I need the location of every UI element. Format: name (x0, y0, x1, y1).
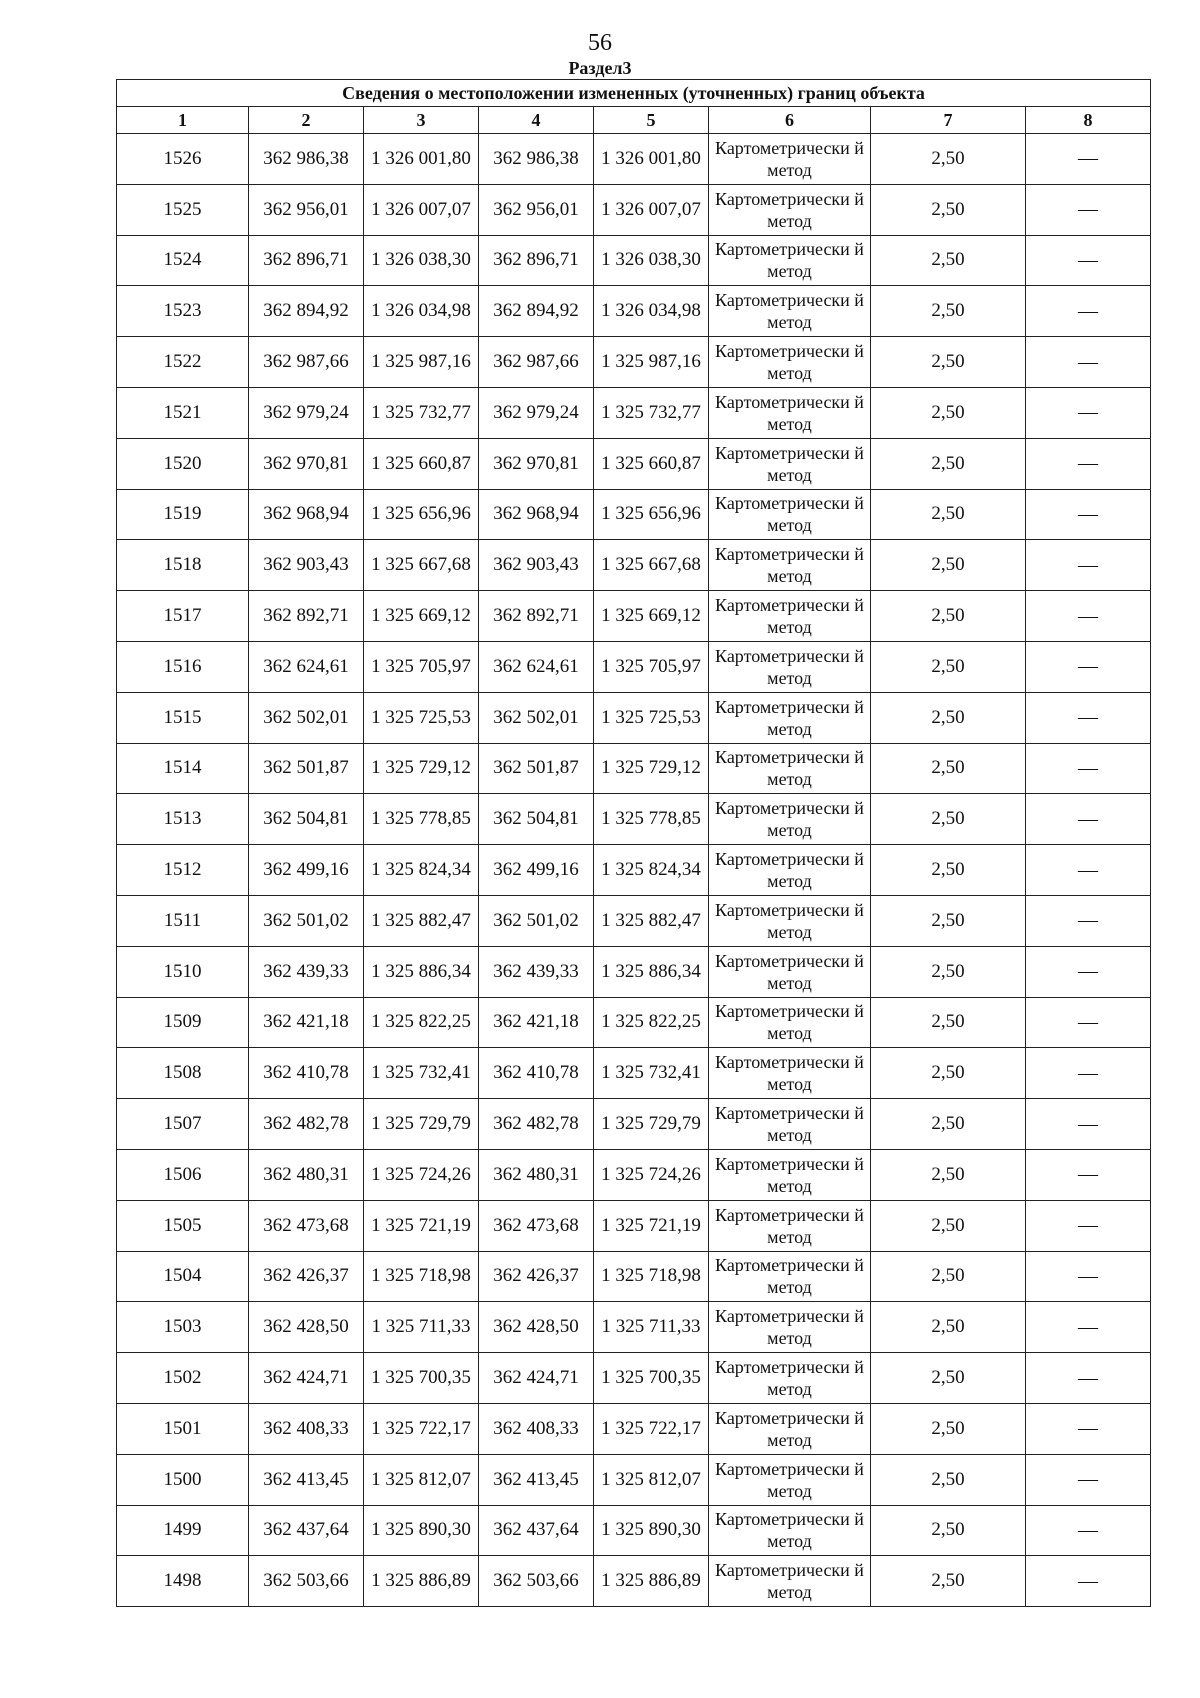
y-coordinate-cell: 1 325 822,25 (364, 997, 479, 1048)
column-number: 7 (871, 107, 1026, 134)
y-new-coordinate-cell: 1 325 824,34 (594, 845, 709, 896)
accuracy-cell: 2,50 (871, 1302, 1026, 1353)
x-new-coordinate-cell: 362 499,16 (479, 845, 594, 896)
point-number-cell: 1523 (117, 286, 249, 337)
note-cell: — (1026, 1149, 1151, 1200)
note-cell: — (1026, 1048, 1151, 1099)
note-cell: — (1026, 1505, 1151, 1556)
y-new-coordinate-cell: 1 325 729,79 (594, 1099, 709, 1150)
y-coordinate-cell: 1 325 886,89 (364, 1556, 479, 1607)
table-body (117, 134, 1151, 1607)
x-new-coordinate-cell: 362 501,87 (479, 743, 594, 794)
accuracy-cell: 2,50 (871, 1556, 1026, 1607)
x-coordinate-cell: 362 970,81 (249, 438, 364, 489)
point-number-cell: 1519 (117, 489, 249, 540)
y-new-coordinate-cell: 1 325 724,26 (594, 1149, 709, 1200)
y-coordinate-cell: 1 325 718,98 (364, 1251, 479, 1302)
accuracy-cell: 2,50 (871, 1048, 1026, 1099)
y-coordinate-cell: 1 325 987,16 (364, 337, 479, 388)
y-new-coordinate-cell: 1 325 778,85 (594, 794, 709, 845)
y-new-coordinate-cell: 1 325 711,33 (594, 1302, 709, 1353)
note-cell: — (1026, 895, 1151, 946)
accuracy-cell: 2,50 (871, 997, 1026, 1048)
method-cell: Картометрически й метод (709, 743, 871, 794)
note-cell: — (1026, 540, 1151, 591)
point-number-cell: 1521 (117, 387, 249, 438)
method-cell: Картометрически й метод (709, 997, 871, 1048)
y-new-coordinate-cell: 1 325 732,77 (594, 387, 709, 438)
method-cell: Картометрически й метод (709, 845, 871, 896)
note-cell: — (1026, 1556, 1151, 1607)
x-coordinate-cell: 362 408,33 (249, 1403, 364, 1454)
column-number: 2 (249, 107, 364, 134)
x-coordinate-cell: 362 410,78 (249, 1048, 364, 1099)
y-new-coordinate-cell: 1 325 812,07 (594, 1454, 709, 1505)
y-new-coordinate-cell: 1 325 732,41 (594, 1048, 709, 1099)
table-row (117, 794, 1151, 845)
point-number-cell: 1511 (117, 895, 249, 946)
y-new-coordinate-cell: 1 326 001,80 (594, 134, 709, 185)
point-number-cell: 1504 (117, 1251, 249, 1302)
x-coordinate-cell: 362 501,87 (249, 743, 364, 794)
note-cell: — (1026, 997, 1151, 1048)
y-new-coordinate-cell: 1 325 882,47 (594, 895, 709, 946)
table-row (117, 845, 1151, 896)
x-new-coordinate-cell: 362 426,37 (479, 1251, 594, 1302)
note-cell: — (1026, 591, 1151, 642)
y-new-coordinate-cell: 1 325 669,12 (594, 591, 709, 642)
x-coordinate-cell: 362 903,43 (249, 540, 364, 591)
note-cell: — (1026, 845, 1151, 896)
x-coordinate-cell: 362 892,71 (249, 591, 364, 642)
x-coordinate-cell: 362 439,33 (249, 946, 364, 997)
y-new-coordinate-cell: 1 325 886,89 (594, 1556, 709, 1607)
method-cell: Картометрически й метод (709, 1251, 871, 1302)
table-row (117, 591, 1151, 642)
y-coordinate-cell: 1 325 732,41 (364, 1048, 479, 1099)
accuracy-cell: 2,50 (871, 286, 1026, 337)
point-number-cell: 1513 (117, 794, 249, 845)
method-cell: Картометрически й метод (709, 235, 871, 286)
accuracy-cell: 2,50 (871, 845, 1026, 896)
method-cell: Картометрически й метод (709, 1149, 871, 1200)
accuracy-cell: 2,50 (871, 540, 1026, 591)
accuracy-cell: 2,50 (871, 387, 1026, 438)
x-new-coordinate-cell: 362 987,66 (479, 337, 594, 388)
x-coordinate-cell: 362 499,16 (249, 845, 364, 896)
x-new-coordinate-cell: 362 970,81 (479, 438, 594, 489)
note-cell: — (1026, 1353, 1151, 1404)
point-number-cell: 1508 (117, 1048, 249, 1099)
table-row (117, 1454, 1151, 1505)
x-coordinate-cell: 362 979,24 (249, 387, 364, 438)
x-new-coordinate-cell: 362 421,18 (479, 997, 594, 1048)
y-new-coordinate-cell: 1 325 700,35 (594, 1353, 709, 1404)
table-row (117, 1353, 1151, 1404)
column-number: 8 (1026, 107, 1151, 134)
accuracy-cell: 2,50 (871, 235, 1026, 286)
x-coordinate-cell: 362 424,71 (249, 1353, 364, 1404)
table-row (117, 743, 1151, 794)
accuracy-cell: 2,50 (871, 337, 1026, 388)
x-new-coordinate-cell: 362 408,33 (479, 1403, 594, 1454)
y-new-coordinate-cell: 1 325 890,30 (594, 1505, 709, 1556)
method-cell: Картометрически й метод (709, 1048, 871, 1099)
note-cell: — (1026, 1200, 1151, 1251)
y-new-coordinate-cell: 1 325 987,16 (594, 337, 709, 388)
method-cell: Картометрически й метод (709, 1353, 871, 1404)
y-coordinate-cell: 1 326 001,80 (364, 134, 479, 185)
point-number-cell: 1502 (117, 1353, 249, 1404)
point-number-cell: 1516 (117, 641, 249, 692)
note-cell: — (1026, 235, 1151, 286)
x-new-coordinate-cell: 362 896,71 (479, 235, 594, 286)
accuracy-cell: 2,50 (871, 489, 1026, 540)
accuracy-cell: 2,50 (871, 1353, 1026, 1404)
table-row (117, 1556, 1151, 1607)
table-row (117, 184, 1151, 235)
y-coordinate-cell: 1 326 007,07 (364, 184, 479, 235)
method-cell: Картометрически й метод (709, 1454, 871, 1505)
x-new-coordinate-cell: 362 424,71 (479, 1353, 594, 1404)
table-row (117, 1048, 1151, 1099)
y-new-coordinate-cell: 1 325 822,25 (594, 997, 709, 1048)
method-cell: Картометрически й метод (709, 489, 871, 540)
column-number: 4 (479, 107, 594, 134)
note-cell: — (1026, 743, 1151, 794)
x-new-coordinate-cell: 362 473,68 (479, 1200, 594, 1251)
x-new-coordinate-cell: 362 894,92 (479, 286, 594, 337)
note-cell: — (1026, 184, 1151, 235)
note-cell: — (1026, 438, 1151, 489)
x-coordinate-cell: 362 428,50 (249, 1302, 364, 1353)
method-cell: Картометрически й метод (709, 895, 871, 946)
table-row (117, 1149, 1151, 1200)
table-caption: Сведения о местоположении измененных (уточненных) границ объекта (117, 80, 1151, 107)
method-cell: Картометрически й метод (709, 1505, 871, 1556)
table-row (117, 1200, 1151, 1251)
table-row (117, 235, 1151, 286)
y-coordinate-cell: 1 325 824,34 (364, 845, 479, 896)
x-coordinate-cell: 362 504,81 (249, 794, 364, 845)
table-row (117, 1302, 1151, 1353)
column-number: 5 (594, 107, 709, 134)
table-row (117, 1505, 1151, 1556)
x-new-coordinate-cell: 362 504,81 (479, 794, 594, 845)
x-coordinate-cell: 362 501,02 (249, 895, 364, 946)
table-row (117, 1403, 1151, 1454)
accuracy-cell: 2,50 (871, 1454, 1026, 1505)
method-cell: Картометрически й метод (709, 337, 871, 388)
point-number-cell: 1525 (117, 184, 249, 235)
x-new-coordinate-cell: 362 502,01 (479, 692, 594, 743)
y-new-coordinate-cell: 1 325 886,34 (594, 946, 709, 997)
point-number-cell: 1524 (117, 235, 249, 286)
point-number-cell: 1506 (117, 1149, 249, 1200)
x-coordinate-cell: 362 624,61 (249, 641, 364, 692)
table-row (117, 895, 1151, 946)
method-cell: Картометрически й метод (709, 1403, 871, 1454)
x-new-coordinate-cell: 362 503,66 (479, 1556, 594, 1607)
y-new-coordinate-cell: 1 325 718,98 (594, 1251, 709, 1302)
accuracy-cell: 2,50 (871, 895, 1026, 946)
note-cell: — (1026, 134, 1151, 185)
note-cell: — (1026, 641, 1151, 692)
table-row (117, 641, 1151, 692)
point-number-cell: 1518 (117, 540, 249, 591)
y-coordinate-cell: 1 325 882,47 (364, 895, 479, 946)
x-coordinate-cell: 362 426,37 (249, 1251, 364, 1302)
y-new-coordinate-cell: 1 326 007,07 (594, 184, 709, 235)
y-coordinate-cell: 1 325 725,53 (364, 692, 479, 743)
y-new-coordinate-cell: 1 325 705,97 (594, 641, 709, 692)
y-coordinate-cell: 1 325 669,12 (364, 591, 479, 642)
accuracy-cell: 2,50 (871, 1251, 1026, 1302)
point-number-cell: 1509 (117, 997, 249, 1048)
point-number-cell: 1501 (117, 1403, 249, 1454)
table-row (117, 489, 1151, 540)
x-coordinate-cell: 362 413,45 (249, 1454, 364, 1505)
x-new-coordinate-cell: 362 437,64 (479, 1505, 594, 1556)
y-coordinate-cell: 1 325 890,30 (364, 1505, 479, 1556)
y-coordinate-cell: 1 325 812,07 (364, 1454, 479, 1505)
y-coordinate-cell: 1 325 722,17 (364, 1403, 479, 1454)
x-coordinate-cell: 362 896,71 (249, 235, 364, 286)
point-number-cell: 1514 (117, 743, 249, 794)
table-row (117, 337, 1151, 388)
accuracy-cell: 2,50 (871, 184, 1026, 235)
y-coordinate-cell: 1 325 778,85 (364, 794, 479, 845)
point-number-cell: 1520 (117, 438, 249, 489)
y-coordinate-cell: 1 325 667,68 (364, 540, 479, 591)
point-number-cell: 1503 (117, 1302, 249, 1353)
y-new-coordinate-cell: 1 325 667,68 (594, 540, 709, 591)
x-new-coordinate-cell: 362 480,31 (479, 1149, 594, 1200)
table-row (117, 540, 1151, 591)
note-cell: — (1026, 387, 1151, 438)
x-coordinate-cell: 362 987,66 (249, 337, 364, 388)
x-coordinate-cell: 362 473,68 (249, 1200, 364, 1251)
method-cell: Картометрически й метод (709, 591, 871, 642)
table-row (117, 387, 1151, 438)
x-coordinate-cell: 362 956,01 (249, 184, 364, 235)
x-coordinate-cell: 362 421,18 (249, 997, 364, 1048)
section-title: Раздел3 (568, 58, 632, 78)
accuracy-cell: 2,50 (871, 946, 1026, 997)
note-cell: — (1026, 286, 1151, 337)
y-coordinate-cell: 1 325 724,26 (364, 1149, 479, 1200)
method-cell: Картометрически й метод (709, 1556, 871, 1607)
accuracy-cell: 2,50 (871, 438, 1026, 489)
method-cell: Картометрически й метод (709, 946, 871, 997)
accuracy-cell: 2,50 (871, 134, 1026, 185)
table-row (117, 1099, 1151, 1150)
note-cell: — (1026, 489, 1151, 540)
note-cell: — (1026, 1099, 1151, 1150)
x-coordinate-cell: 362 482,78 (249, 1099, 364, 1150)
point-number-cell: 1522 (117, 337, 249, 388)
y-coordinate-cell: 1 326 038,30 (364, 235, 479, 286)
note-cell: — (1026, 794, 1151, 845)
note-cell: — (1026, 1251, 1151, 1302)
x-coordinate-cell: 362 968,94 (249, 489, 364, 540)
y-coordinate-cell: 1 325 711,33 (364, 1302, 479, 1353)
y-coordinate-cell: 1 325 729,79 (364, 1099, 479, 1150)
y-coordinate-cell: 1 325 721,19 (364, 1200, 479, 1251)
column-number: 6 (709, 107, 871, 134)
y-new-coordinate-cell: 1 325 721,19 (594, 1200, 709, 1251)
y-new-coordinate-cell: 1 325 725,53 (594, 692, 709, 743)
y-coordinate-cell: 1 325 700,35 (364, 1353, 479, 1404)
point-number-cell: 1526 (117, 134, 249, 185)
accuracy-cell: 2,50 (871, 1505, 1026, 1556)
column-number: 3 (364, 107, 479, 134)
page-number: 56 (588, 30, 612, 56)
note-cell: — (1026, 1302, 1151, 1353)
y-new-coordinate-cell: 1 326 038,30 (594, 235, 709, 286)
method-cell: Картометрически й метод (709, 641, 871, 692)
note-cell: — (1026, 1403, 1151, 1454)
table-row (117, 692, 1151, 743)
x-coordinate-cell: 362 986,38 (249, 134, 364, 185)
note-cell: — (1026, 337, 1151, 388)
method-cell: Картометрически й метод (709, 794, 871, 845)
x-new-coordinate-cell: 362 410,78 (479, 1048, 594, 1099)
x-new-coordinate-cell: 362 956,01 (479, 184, 594, 235)
method-cell: Картометрически й метод (709, 286, 871, 337)
x-new-coordinate-cell: 362 413,45 (479, 1454, 594, 1505)
x-new-coordinate-cell: 362 482,78 (479, 1099, 594, 1150)
x-new-coordinate-cell: 362 968,94 (479, 489, 594, 540)
table-row (117, 1251, 1151, 1302)
note-cell: — (1026, 1454, 1151, 1505)
table-row (117, 286, 1151, 337)
accuracy-cell: 2,50 (871, 743, 1026, 794)
boundary-table (116, 79, 1151, 1607)
method-cell: Картометрически й метод (709, 540, 871, 591)
y-new-coordinate-cell: 1 325 656,96 (594, 489, 709, 540)
accuracy-cell: 2,50 (871, 794, 1026, 845)
y-new-coordinate-cell: 1 325 722,17 (594, 1403, 709, 1454)
method-cell: Картометрически й метод (709, 184, 871, 235)
note-cell: — (1026, 692, 1151, 743)
x-coordinate-cell: 362 503,66 (249, 1556, 364, 1607)
method-cell: Картометрически й метод (709, 1099, 871, 1150)
x-coordinate-cell: 362 437,64 (249, 1505, 364, 1556)
y-coordinate-cell: 1 325 732,77 (364, 387, 479, 438)
method-cell: Картометрически й метод (709, 1302, 871, 1353)
method-cell: Картометрически й метод (709, 692, 871, 743)
y-coordinate-cell: 1 325 656,96 (364, 489, 479, 540)
x-new-coordinate-cell: 362 903,43 (479, 540, 594, 591)
y-new-coordinate-cell: 1 325 729,12 (594, 743, 709, 794)
y-coordinate-cell: 1 326 034,98 (364, 286, 479, 337)
point-number-cell: 1499 (117, 1505, 249, 1556)
note-cell: — (1026, 946, 1151, 997)
method-cell: Картометрически й метод (709, 134, 871, 185)
y-new-coordinate-cell: 1 325 660,87 (594, 438, 709, 489)
method-cell: Картометрически й метод (709, 438, 871, 489)
method-cell: Картометрически й метод (709, 387, 871, 438)
point-number-cell: 1505 (117, 1200, 249, 1251)
point-number-cell: 1510 (117, 946, 249, 997)
point-number-cell: 1515 (117, 692, 249, 743)
column-number: 1 (117, 107, 249, 134)
column-number-row (117, 107, 1151, 134)
y-new-coordinate-cell: 1 326 034,98 (594, 286, 709, 337)
accuracy-cell: 2,50 (871, 591, 1026, 642)
y-coordinate-cell: 1 325 660,87 (364, 438, 479, 489)
y-coordinate-cell: 1 325 705,97 (364, 641, 479, 692)
table-row (117, 997, 1151, 1048)
x-coordinate-cell: 362 502,01 (249, 692, 364, 743)
accuracy-cell: 2,50 (871, 692, 1026, 743)
x-coordinate-cell: 362 480,31 (249, 1149, 364, 1200)
table-row (117, 134, 1151, 185)
y-coordinate-cell: 1 325 886,34 (364, 946, 479, 997)
point-number-cell: 1500 (117, 1454, 249, 1505)
method-cell: Картометрически й метод (709, 1200, 871, 1251)
accuracy-cell: 2,50 (871, 1149, 1026, 1200)
x-new-coordinate-cell: 362 428,50 (479, 1302, 594, 1353)
x-new-coordinate-cell: 362 892,71 (479, 591, 594, 642)
accuracy-cell: 2,50 (871, 1403, 1026, 1454)
point-number-cell: 1507 (117, 1099, 249, 1150)
y-coordinate-cell: 1 325 729,12 (364, 743, 479, 794)
x-new-coordinate-cell: 362 979,24 (479, 387, 594, 438)
x-new-coordinate-cell: 362 439,33 (479, 946, 594, 997)
accuracy-cell: 2,50 (871, 1200, 1026, 1251)
accuracy-cell: 2,50 (871, 1099, 1026, 1150)
table-row (117, 946, 1151, 997)
x-coordinate-cell: 362 894,92 (249, 286, 364, 337)
point-number-cell: 1517 (117, 591, 249, 642)
x-new-coordinate-cell: 362 501,02 (479, 895, 594, 946)
x-new-coordinate-cell: 362 624,61 (479, 641, 594, 692)
x-new-coordinate-cell: 362 986,38 (479, 134, 594, 185)
table-row (117, 438, 1151, 489)
point-number-cell: 1498 (117, 1556, 249, 1607)
accuracy-cell: 2,50 (871, 641, 1026, 692)
point-number-cell: 1512 (117, 845, 249, 896)
